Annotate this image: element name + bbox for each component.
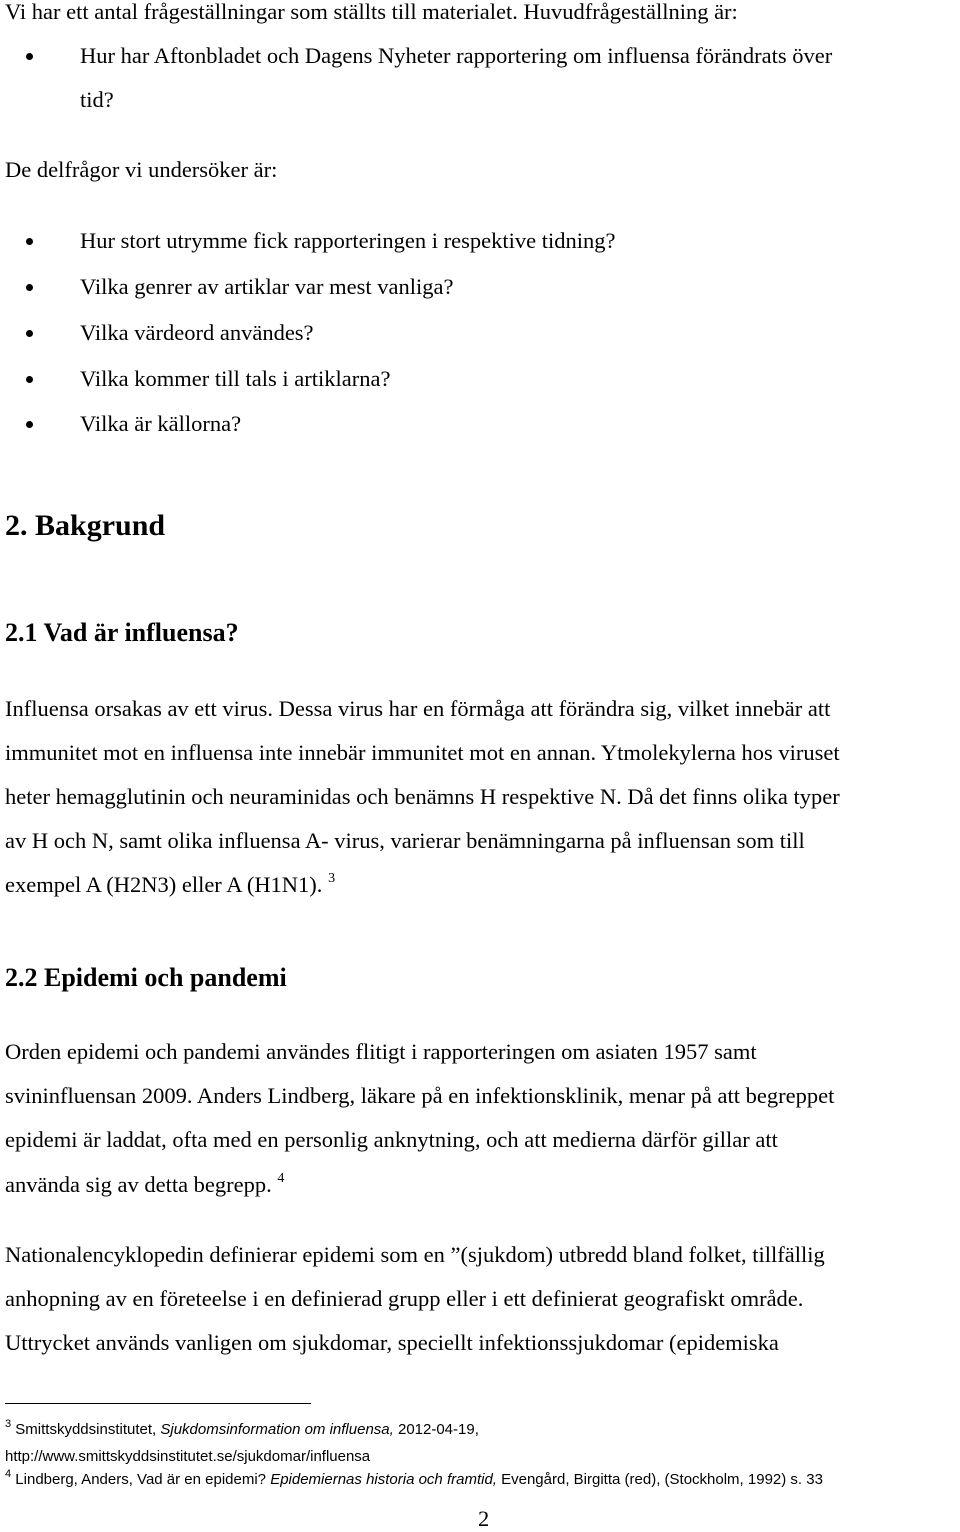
footnote-separator	[5, 1403, 311, 1404]
footnote-reference[interactable]: 3	[328, 871, 336, 886]
subsection-heading: 2.2 Epidemi och pandemi	[5, 963, 287, 992]
bullet-icon	[26, 238, 33, 245]
footnote-text: 2012-04-19,	[393, 1421, 479, 1438]
body-line: Nationalencyklopedin definierar epidemi som en ”(sjukdom) utbredd bland folket, tillfällig	[5, 1242, 825, 1267]
body-line-text: använda sig av detta begrepp.	[5, 1172, 272, 1197]
footnote-title: Sjukdomsinformation om influensa,	[160, 1421, 394, 1438]
body-line: heter hemagglutinin och neuraminidas och benämns H respektive N. Då det finns olika typer	[5, 784, 840, 809]
footnote	[5, 1420, 479, 1440]
sub-question-text: Vilka är källorna?	[80, 411, 242, 436]
section-heading: 2. Bakgrund	[5, 509, 166, 542]
footnote-number: 3	[5, 1418, 12, 1430]
body-line: anhopning av en företeelse i en definierad grupp eller i ett definierat geografiskt område.	[5, 1286, 804, 1311]
body-line: svininfluensan 2009. Anders Lindberg, läkare på en infektionsklinik, menar på att begreppet	[5, 1083, 835, 1108]
body-line: epidemi är laddat, ofta med en personlig anknytning, och att medierna därför gillar att	[5, 1127, 778, 1152]
sub-question-text: Vilka genrer av artiklar var mest vanliga?	[80, 274, 454, 299]
sub-question-item	[80, 364, 390, 394]
body-line-text: exempel A (H2N3) eller A (H1N1).	[5, 872, 323, 897]
main-question-text: Hur har Aftonbladet och Dagens Nyheter rapportering om influensa förändrats över	[80, 43, 833, 68]
body-line	[5, 1170, 284, 1200]
sub-question-text: Vilka värdeord användes?	[80, 320, 314, 345]
sub-question-item	[80, 272, 453, 302]
sub-question-text: Hur stort utrymme fick rapporteringen i respektive tidning?	[80, 228, 616, 253]
footnote-text: Lindberg, Anders, Vad är en epidemi?	[15, 1471, 271, 1488]
sub-question-item	[80, 226, 615, 256]
intro-line: Vi har ett antal frågeställningar som ställts till materialet. Huvudfrågeställning är:	[5, 0, 738, 24]
footnote-text: Smittskyddsinstitutet,	[15, 1421, 161, 1438]
footnote	[5, 1470, 823, 1490]
body-line	[5, 870, 335, 900]
bullet-icon	[26, 284, 33, 291]
subsection-heading: 2.1 Vad är influensa?	[5, 618, 239, 647]
bullet-icon	[26, 376, 33, 383]
main-question-continuation: tid?	[80, 87, 114, 112]
footnote-title: Epidemiernas historia och framtid,	[270, 1471, 497, 1488]
body-line: immunitet mot en influensa inte innebär immunitet mot en annan. Ytmolekylerna hos viruset	[5, 740, 840, 765]
bullet-icon	[26, 53, 33, 60]
footnote-text: Evengård, Birgitta (red), (Stockholm, 1992) s. 33	[496, 1471, 823, 1488]
body-line: av H och N, samt olika influensa A- virus, varierar benämningarna på influensan som till	[5, 828, 805, 853]
main-question	[80, 41, 832, 71]
footnote-reference[interactable]: 4	[277, 1171, 285, 1186]
bullet-icon	[26, 421, 33, 428]
footnote-number: 4	[5, 1468, 12, 1480]
footnote-url[interactable]: http://www.smittskyddsinstitutet.se/sjukdomar/influensa	[5, 1448, 371, 1465]
body-line: Orden epidemi och pandemi användes flitigt i rapporteringen om asiaten 1957 samt	[5, 1039, 757, 1064]
sub-question-text: Vilka kommer till tals i artiklarna?	[80, 366, 391, 391]
bullet-icon	[26, 330, 33, 337]
sub-questions-intro: De delfrågor vi undersöker är:	[5, 157, 278, 182]
page-number: 2	[478, 1506, 490, 1531]
sub-question-item	[80, 318, 314, 348]
sub-question-item	[80, 409, 241, 439]
body-line: Influensa orsakas av ett virus. Dessa virus har en förmåga att förändra sig, vilket innebär att	[5, 696, 831, 721]
body-line: Uttrycket används vanligen om sjukdomar, speciellt infektionssjukdomar (epidemiska	[5, 1330, 779, 1355]
